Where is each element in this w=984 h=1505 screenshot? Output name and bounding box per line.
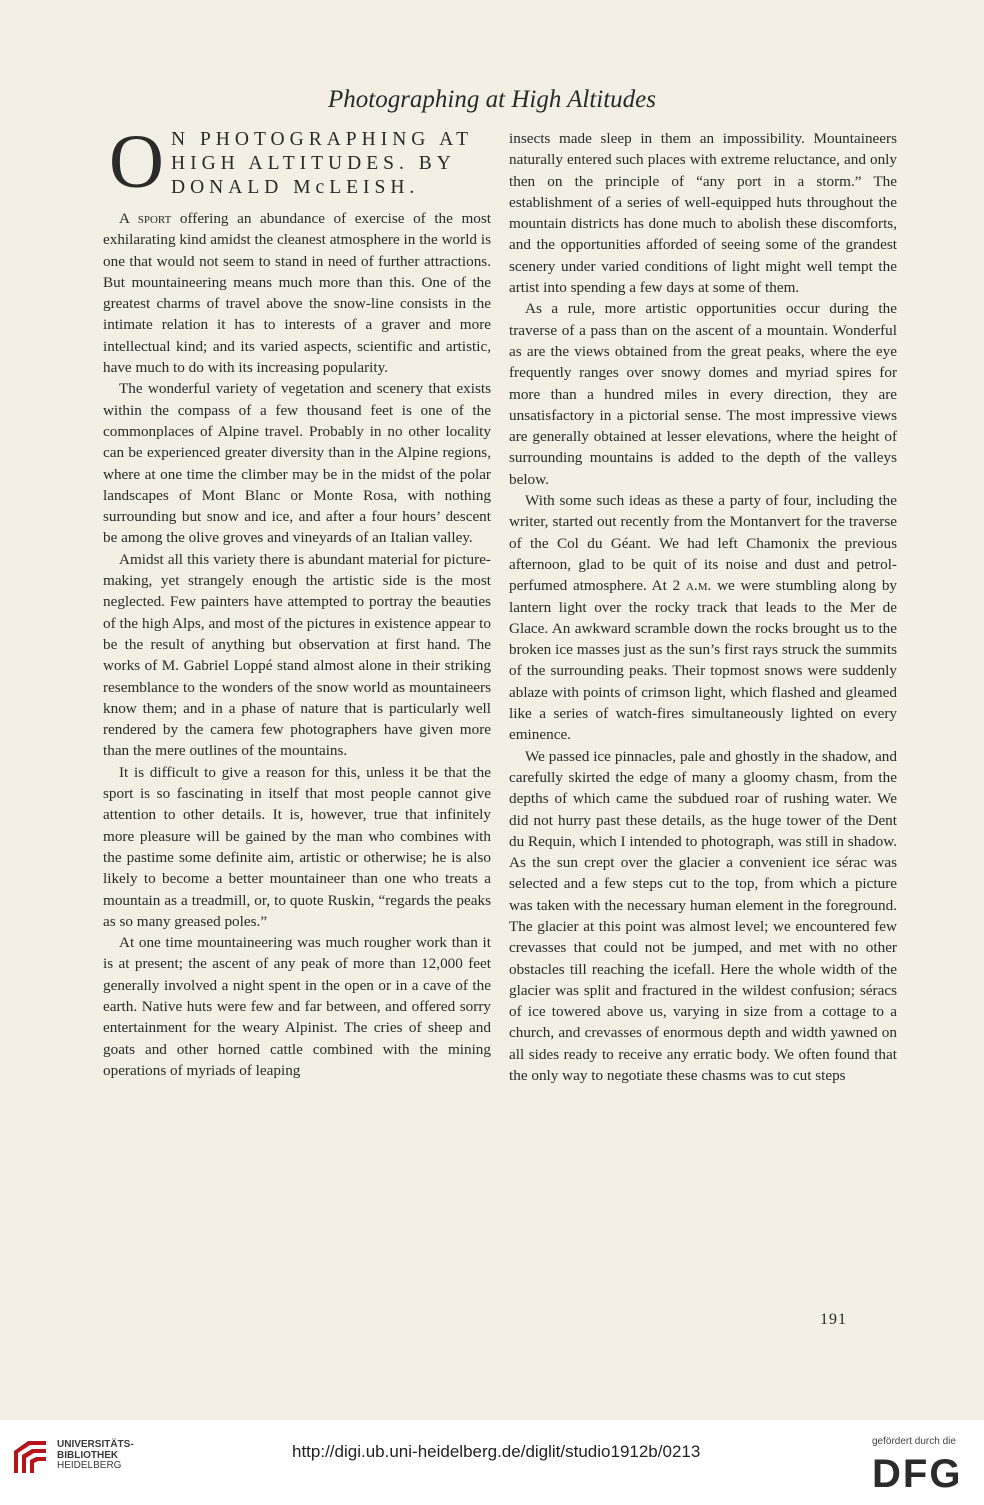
paragraph-text: With some such ideas as these a party of four, including the writer, started out recently from the Montanvert for the traverse of the Col du Géant. We had left Chamonix the previous afternoon, glad to be quit of its noise and dust and petrol-perfumed atmosphere. At 2 <box>509 492 897 595</box>
paragraph: We passed ice pinnacles, pale and ghostly in the shadow, and carefully skirted the edge of many a gloomy chasm, from the depths of which came the subdued roar of rushing water. We did not hurry past these details, as the huge tower of the Dent du Requin, which I intended to photograph, was still in shadow. As the sun crept over the glacier a convenient ice sérac was selected and a few steps cut to the top, from which a picture was taken with the necessary human element in the foreground. The glacier at this point was almost level; we encountered few crevasses that could not be jumped, and met with no other obstacles till reaching the icefall. Here the whole width of the glacier was split and fractured in the wildest confusion; séracs of ice towered above us, varying in size from a cottage to a church, and crevasses of enormous depth and width yawned on all sides ready to receive any erratic body. We often found that the only way to negotiate these chasms was to cut steps <box>509 747 897 1085</box>
title-line-1: N PHOTOGRAPHING AT <box>171 129 473 150</box>
library-line-3: HEIDELBERG <box>57 1460 122 1471</box>
right-column <box>509 128 897 1086</box>
paragraph: At one time mountaineering was much rougher work than it is at present; the ascent of any peak of more than 12,000 feet generally involved a night spent in the open or in a cave of the earth. Native huts were few and far between, and offered sorry entertainment for the weary Alpinist. The cries of sheep and goats and other horned cattle combined with the mining operations of myriads of leaping <box>103 934 491 1079</box>
library-line-1: UNIVERSITÄTS- <box>57 1439 134 1450</box>
paragraph <box>103 208 491 378</box>
funding-caption: gefördert durch die <box>872 1436 956 1447</box>
running-title: Photographing at High Altitudes <box>327 86 656 113</box>
library-logo-icon <box>10 1437 50 1477</box>
paragraph <box>509 490 897 746</box>
library-line-2: BIBLIOTHEK <box>57 1449 119 1461</box>
dfg-logo-text: DFG <box>872 1454 963 1490</box>
drop-cap: O <box>109 120 164 204</box>
paragraph-text: we were stumbling along by lantern light over the rocky track that leads to the Mer de Glace. An awkward scramble down the rocks brought us to the broken ice masses just as the sun’s first rays struck the summits of the surrounding peaks. Their topmost snows were suddenly ablaze with points of crimson light, which flashed and gleamed like a series of watch-fires simultaneously lighted on every eminence. <box>509 577 898 744</box>
source-url-link[interactable]: http://digi.ub.uni-heidelberg.de/diglit/studio1912b/0213 <box>292 1442 701 1461</box>
left-column <box>103 120 491 1081</box>
dfg-logo-icon <box>872 1454 970 1490</box>
paragraph: Amidst all this variety there is abundant material for picture-making, yet strangely enough the artistic side is the most neglected. Few painters have attempted to portray the beauties of the high Alps, and most of the pictures in existence appear to be the result of anything but observation at first hand. The works of M. Gabriel Loppé stand almost alone in their striking resemblance to the wonders of the snow world as mountaineers know them; and in a phase of nature that is particularly well rendered by the camera few photographers have given more than the mere outlines of the mountains. <box>103 550 491 760</box>
paragraph-text: offering an abundance of exercise of the most exhilarating kind amidst the cleanest atmosphere in the world is one that would not seem to stand in need of further attractions. But mountaineering means much more than this. One of the greatest charms of travel above the snow-line consists in the intimate relation it has to interests of a graver and more intellectual kind; and its varied aspects, scientific and artistic, have much to do with its increasing popularity. <box>103 210 491 377</box>
paragraph: insects made sleep in them an impossibility. Mountaineers naturally entered such places with extreme reluctance, and only then on the principle of “any port in a storm.” The establishment of a series of well-equipped huts throughout the mountain districts has done much to abolish these discomforts, and the opportunities afforded of seeing some of the grandest scenery under varied conditions of light might well tempt the artist into spending a few days at some of them. <box>509 130 897 297</box>
title-line-2: HIGH ALTITUDES. BY <box>171 153 456 174</box>
article-title <box>103 120 491 204</box>
time-abbrev: a.m. <box>685 577 712 595</box>
paragraph: It is difficult to give a reason for this, unless it be that the sport is so fascinating in itself that most people cannot give attention to other details. It is, however, true that infinitely more pleasure will be gained by the man who combines with the pastime some definite aim, artistic or otherwise; he is also likely to become a better mountaineer than one who treats a mountain as a treadmill, or, to quote Ruskin, “regards the peaks as so many greased poles.” <box>103 763 491 930</box>
page-number: 191 <box>820 1311 847 1328</box>
paragraph: The wonderful variety of vegetation and scenery that exists within the compass of a few thousand feet is one of the commonplaces of Alpine travel. Probably in no other locality can be experienced greater diversity than in the Alpine regions, where at one time the climber may be in the midst of the polar landscapes of Mont Blanc or Monte Rosa, with nothing surrounding but snow and ice, and after a four hours’ descent be among the olive groves and vineyards of an Italian valley. <box>103 380 491 547</box>
library-name <box>57 1440 134 1472</box>
viewer-footer <box>0 1420 984 1505</box>
paragraph: As a rule, more artistic opportunities occur during the traverse of a pass than on the ascent of a mountain. Wonderful as are the views obtained from the great peaks, where the eye frequently ranges over snowy domes and myriad spires for more than a hundred miles in every direction, they are unsatisfactory in a pictorial sense. The most impressive views are generally obtained at lesser elevations, where the height of surrounding mountains is added to the depth of the valleys below. <box>509 300 897 488</box>
title-line-3: DONALD McLEISH. <box>171 177 420 198</box>
lead-in: A sport <box>119 210 172 227</box>
